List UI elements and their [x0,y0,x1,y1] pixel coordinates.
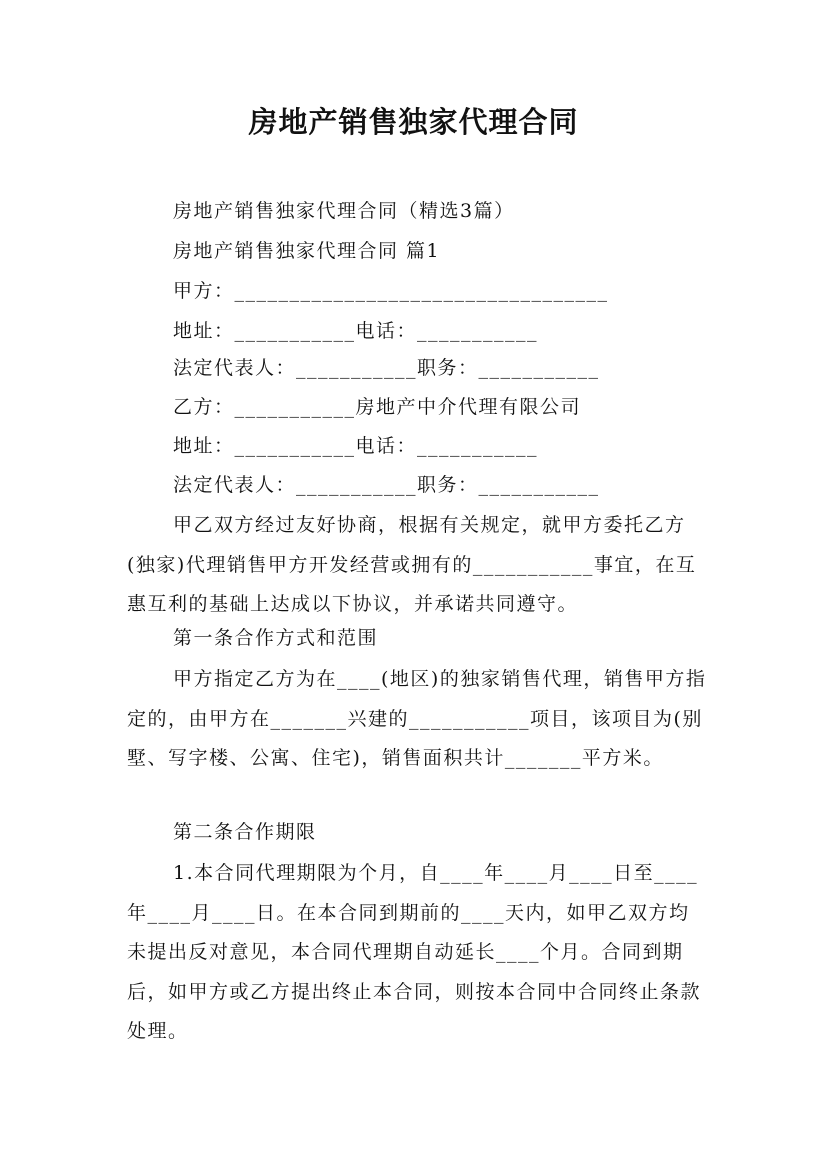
section-heading: 房地产销售独家代理合同 篇1 [173,240,441,262]
party-a-line: 甲方：__________________________________ [173,280,609,302]
article-2-paragraph [127,854,707,1052]
article-1-paragraph [127,660,707,779]
party-b-address-line: 地址：___________电话：___________ [173,435,539,457]
article-2-heading: 第二条合作期限 [173,821,317,843]
party-b-line: 乙方：___________房地产中介代理有限公司 [173,396,582,418]
article-1-heading: 第一条合作方式和范围 [173,627,379,649]
article-1-paragraph-text: 甲方指定乙方为在____(地区)的独家销售代理，销售甲方指定的，由甲方在_______兴建的___________项目，该项目为(别墅、写字楼、公寓、住宅)，销售面积共计_______平方米。 [127,668,707,769]
party-a-address-line: 地址：___________电话：___________ [173,320,539,342]
intro-paragraph-text: 甲乙双方经过友好协商，根据有关规定，就甲方委托乙方(独家)代理销售甲方开发经营或拥有的___________事宜，在互惠互利的基础上达成以下协议，并承诺共同遵守。 [127,514,697,615]
party-b-representative-line: 法定代表人：___________职务：___________ [173,474,600,496]
party-a-representative-line: 法定代表人：___________职务：___________ [173,357,600,379]
document-title: 房地产销售独家代理合同 [248,105,579,139]
intro-paragraph [127,506,707,625]
article-2-paragraph-text: 1.本合同代理期限为个月，自____年____月____日至____年____月____日。在本合同到期前的____天内，如甲乙双方均未提出反对意见，本合同代理期自动延长____个月。合同到期后，如甲方或乙方提出终止本合同，则按本合同中合同终止条款处理。 [127,862,702,1042]
document-subtitle: 房地产销售独家代理合同（精选3篇） [173,200,515,222]
